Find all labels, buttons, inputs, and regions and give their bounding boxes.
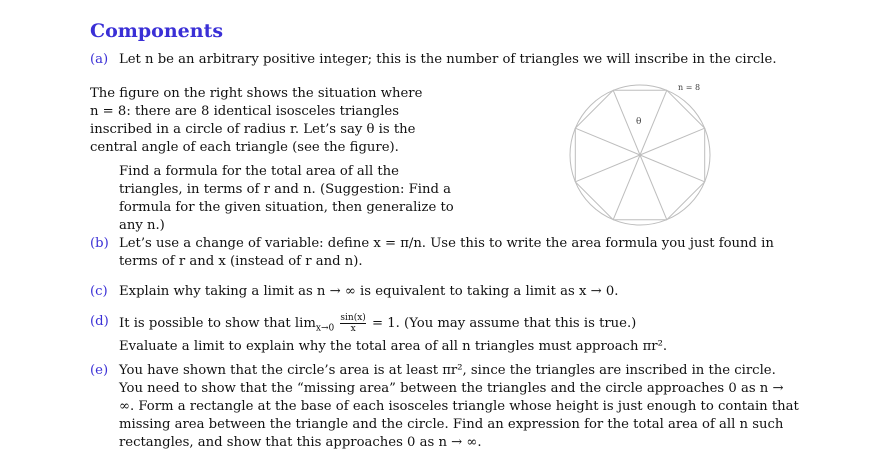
item-d-label: (d) [90,314,109,329]
item-b [90,235,799,271]
item-e-text: You have shown that the circle’s area is at least πr², since the triangles are inscribed in the circle. You need to show that the “missing area” between the triangles and the circle approaches 0 as n → ∞. Form a rectangle at the base of each isosceles triangle whose height is just enough to contain that missing area between the triangle and the circle. Find an expression for the total area of all n such rectangles, and show that this approaches 0 as n → ∞. [119,363,799,450]
item-c-label: (c) [90,284,108,299]
item-a [90,51,799,69]
item-b-text: Let’s use a change of variable: define x = π/n. Use this to write the area formula you just found in terms of r and x (instead of r and n). [119,236,774,269]
item-c [90,283,799,301]
fraction-denominator: x [350,324,356,334]
item-b-label: (b) [90,236,109,251]
item-a-details [90,85,454,235]
item-d-text [119,313,799,356]
sin-fraction [340,313,365,334]
n-label: n = 8 [678,83,701,92]
figure-description: The figure on the right shows the situation where n = 8: there are 8 identical isosceles triangles inscribed in a circle of radius r. Let’s say θ is the central angle of each triangle (see the figure). [90,86,423,155]
item-e-label: (e) [90,363,109,378]
limit-text: It is possible to show that lim [119,316,316,331]
theta-label: θ [636,117,642,127]
octagon-figure [560,80,720,230]
limit-sub: x→0 [315,323,335,334]
item-e [90,362,799,452]
item-d-second-line: Evaluate a limit to explain why the total area of all n triangles must approach πr². [119,338,668,354]
fraction-numerator: sin(x) [340,313,366,323]
item-a-text: Let n be an arbitrary positive integer; this is the number of triangles we will inscribe in the circle. [119,52,777,67]
limit-result-text: = 1. (You may assume that this is true.) [372,316,637,331]
item-d [90,313,799,356]
item-c-text: Explain why taking a limit as n → ∞ is equivalent to taking a limit as x → 0. [119,284,619,299]
item-a-label: (a) [90,52,109,67]
section-title: Components [90,20,224,42]
area-formula-task: Find a formula for the total area of all the triangles, in terms of r and n. (Suggestion: Find a formula for the given situation, then generalize to any n.) [119,164,454,233]
